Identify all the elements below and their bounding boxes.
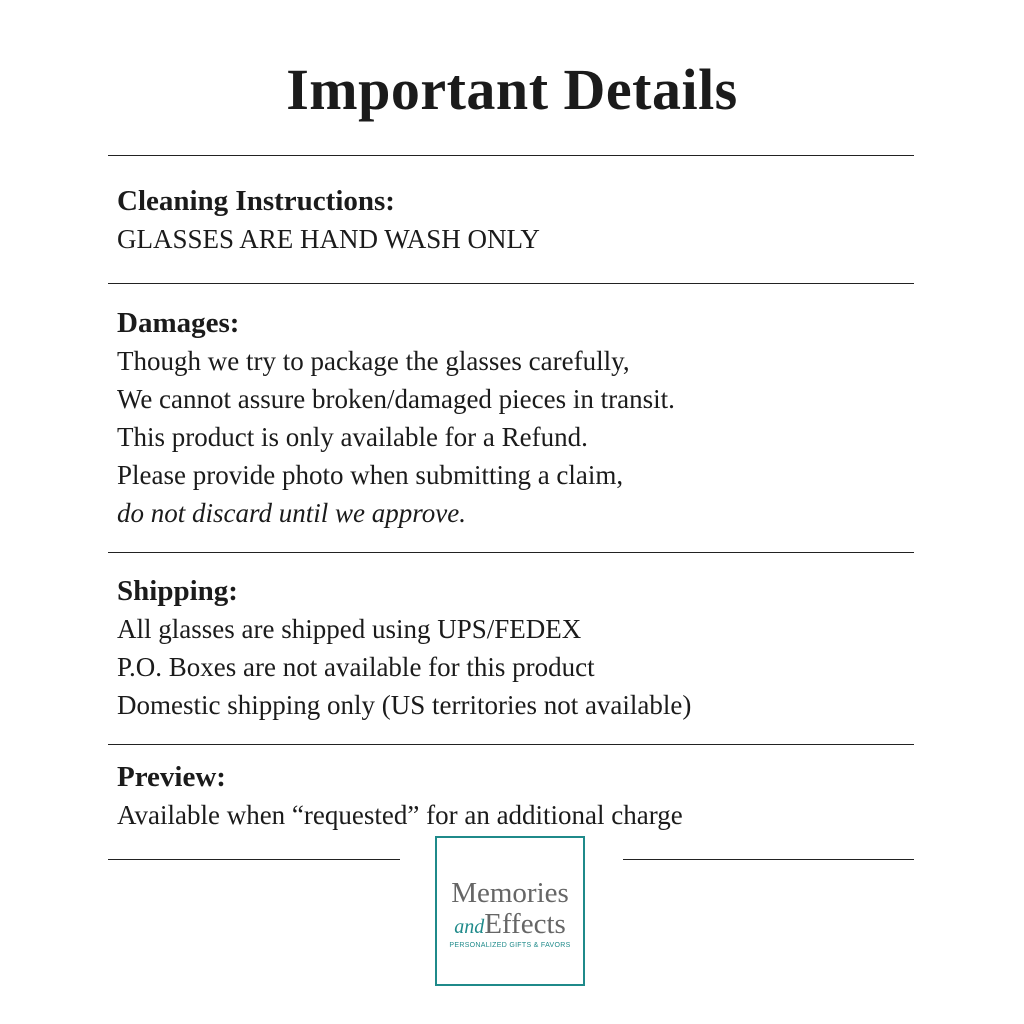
shipping-line: P.O. Boxes are not available for this product [117, 652, 595, 682]
logo-memories: Memories [451, 877, 569, 909]
damages-line: We cannot assure broken/damaged pieces in transit. [117, 384, 675, 414]
divider-left [108, 859, 400, 860]
brand-logo [435, 836, 585, 986]
damages-line: This product is only available for a Refund. [117, 422, 588, 452]
shipping-line: Domestic shipping only (US territories not available) [117, 690, 692, 720]
logo-and-effects [437, 908, 583, 945]
shipping-line: All glasses are shipped using UPS/FEDEX [117, 614, 582, 644]
logo-tagline: PERSONALIZED GIFTS & FAVORS [449, 942, 571, 949]
damages-heading: Damages: [117, 307, 240, 339]
damages-line: Though we try to package the glasses carefully, [117, 346, 630, 376]
divider [108, 552, 914, 553]
shipping-section [117, 572, 917, 724]
preview-heading: Preview: [117, 761, 226, 793]
shipping-heading: Shipping: [117, 575, 238, 607]
divider [108, 744, 914, 745]
damages-section [117, 304, 917, 532]
divider-right [623, 859, 914, 860]
divider [108, 155, 914, 156]
page-title: Important Details [286, 57, 738, 122]
damages-line: Please provide photo when submitting a claim, [117, 460, 624, 490]
preview-text: Available when “requested” for an additional charge [117, 800, 683, 830]
cleaning-text: GLASSES ARE HAND WASH ONLY [117, 224, 540, 254]
logo-and: and [454, 916, 485, 938]
logo-effects: Effects [484, 908, 566, 940]
preview-section [117, 758, 917, 834]
cleaning-section [117, 182, 917, 258]
divider [108, 283, 914, 284]
damages-line: do not discard until we approve. [117, 498, 466, 528]
cleaning-heading: Cleaning Instructions: [117, 185, 395, 217]
